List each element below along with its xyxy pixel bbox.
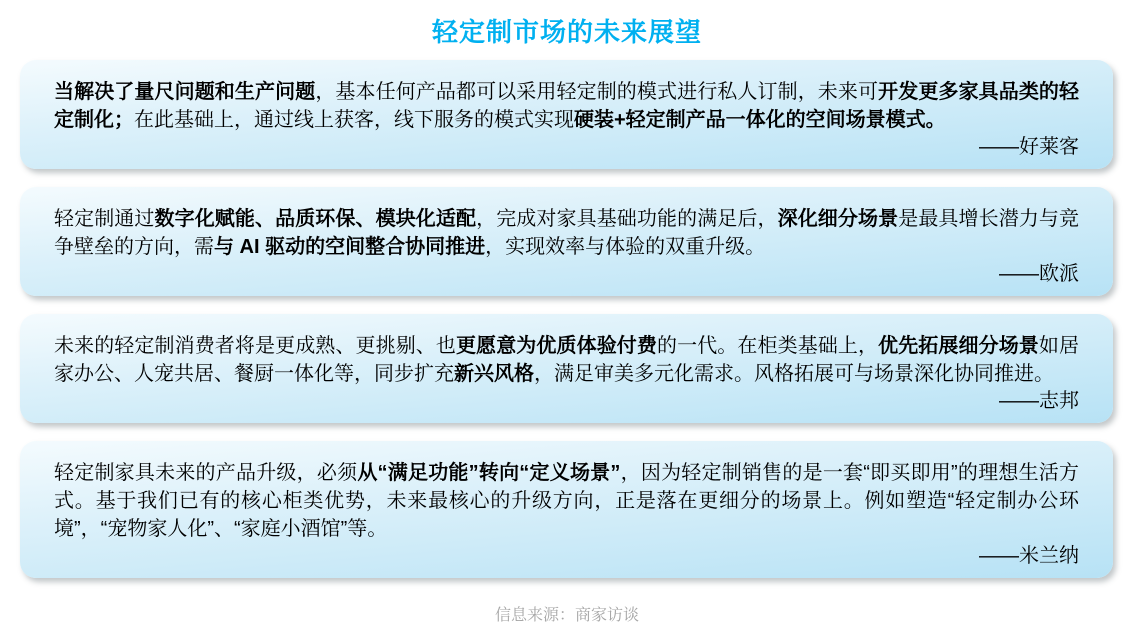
quote-attribution: ——米兰纳: [979, 545, 1079, 567]
page-title: 轻定制市场的未来展望: [431, 17, 702, 47]
quote-card-milana: [20, 441, 1113, 578]
quote-card-haolaike: [20, 60, 1113, 169]
quote-text: 轻定制家具未来的产品升级，必须从“满足功能”转向“定义场景”，因为轻定制销售的是一套“即买即用”的理想生活方式。基于我们已有的核心柜类优势，未来最核心的升级方向，正是落在更细分的场景上。例如塑造“轻定制办公环境”，“宠物家人化”、“家庭小酒馆”等。: [54, 462, 1080, 540]
quote-card-list: [20, 60, 1113, 578]
quote-text: 当解决了量尺问题和生产问题，基本任何产品都可以采用轻定制的模式进行私人订制，未来可开发更多家具品类的轻定制化；在此基础上，通过线上获客，线下服务的模式实现硬装+轻定制产品一体化的空间场景模式。: [54, 81, 1080, 131]
quote-text: 未来的轻定制消费者将是更成熟、更挑剔、也更愿意为优质体验付费的一代。在柜类基础上，优先拓展细分场景如居家办公、人宠共居、餐厨一体化等，同步扩充新兴风格，满足审美多元化需求。风格拓展可与场景深化协同推进。: [54, 335, 1080, 385]
quote-card-oppein: [20, 187, 1113, 296]
quote-attribution: ——好莱客: [979, 136, 1079, 158]
quote-attribution: ——欧派: [999, 263, 1079, 285]
quote-card-zhibang: [20, 314, 1113, 423]
quote-attribution: ——志邦: [999, 390, 1079, 412]
quote-text: 轻定制通过数字化赋能、品质环保、模块化适配，完成对家具基础功能的满足后，深化细分场景是最具增长潜力与竞争壁垒的方向，需与 AI 驱动的空间整合协同推进，实现效率与体验的双重升级。: [54, 208, 1080, 258]
source-note: 信息来源：商家访谈: [494, 607, 639, 624]
